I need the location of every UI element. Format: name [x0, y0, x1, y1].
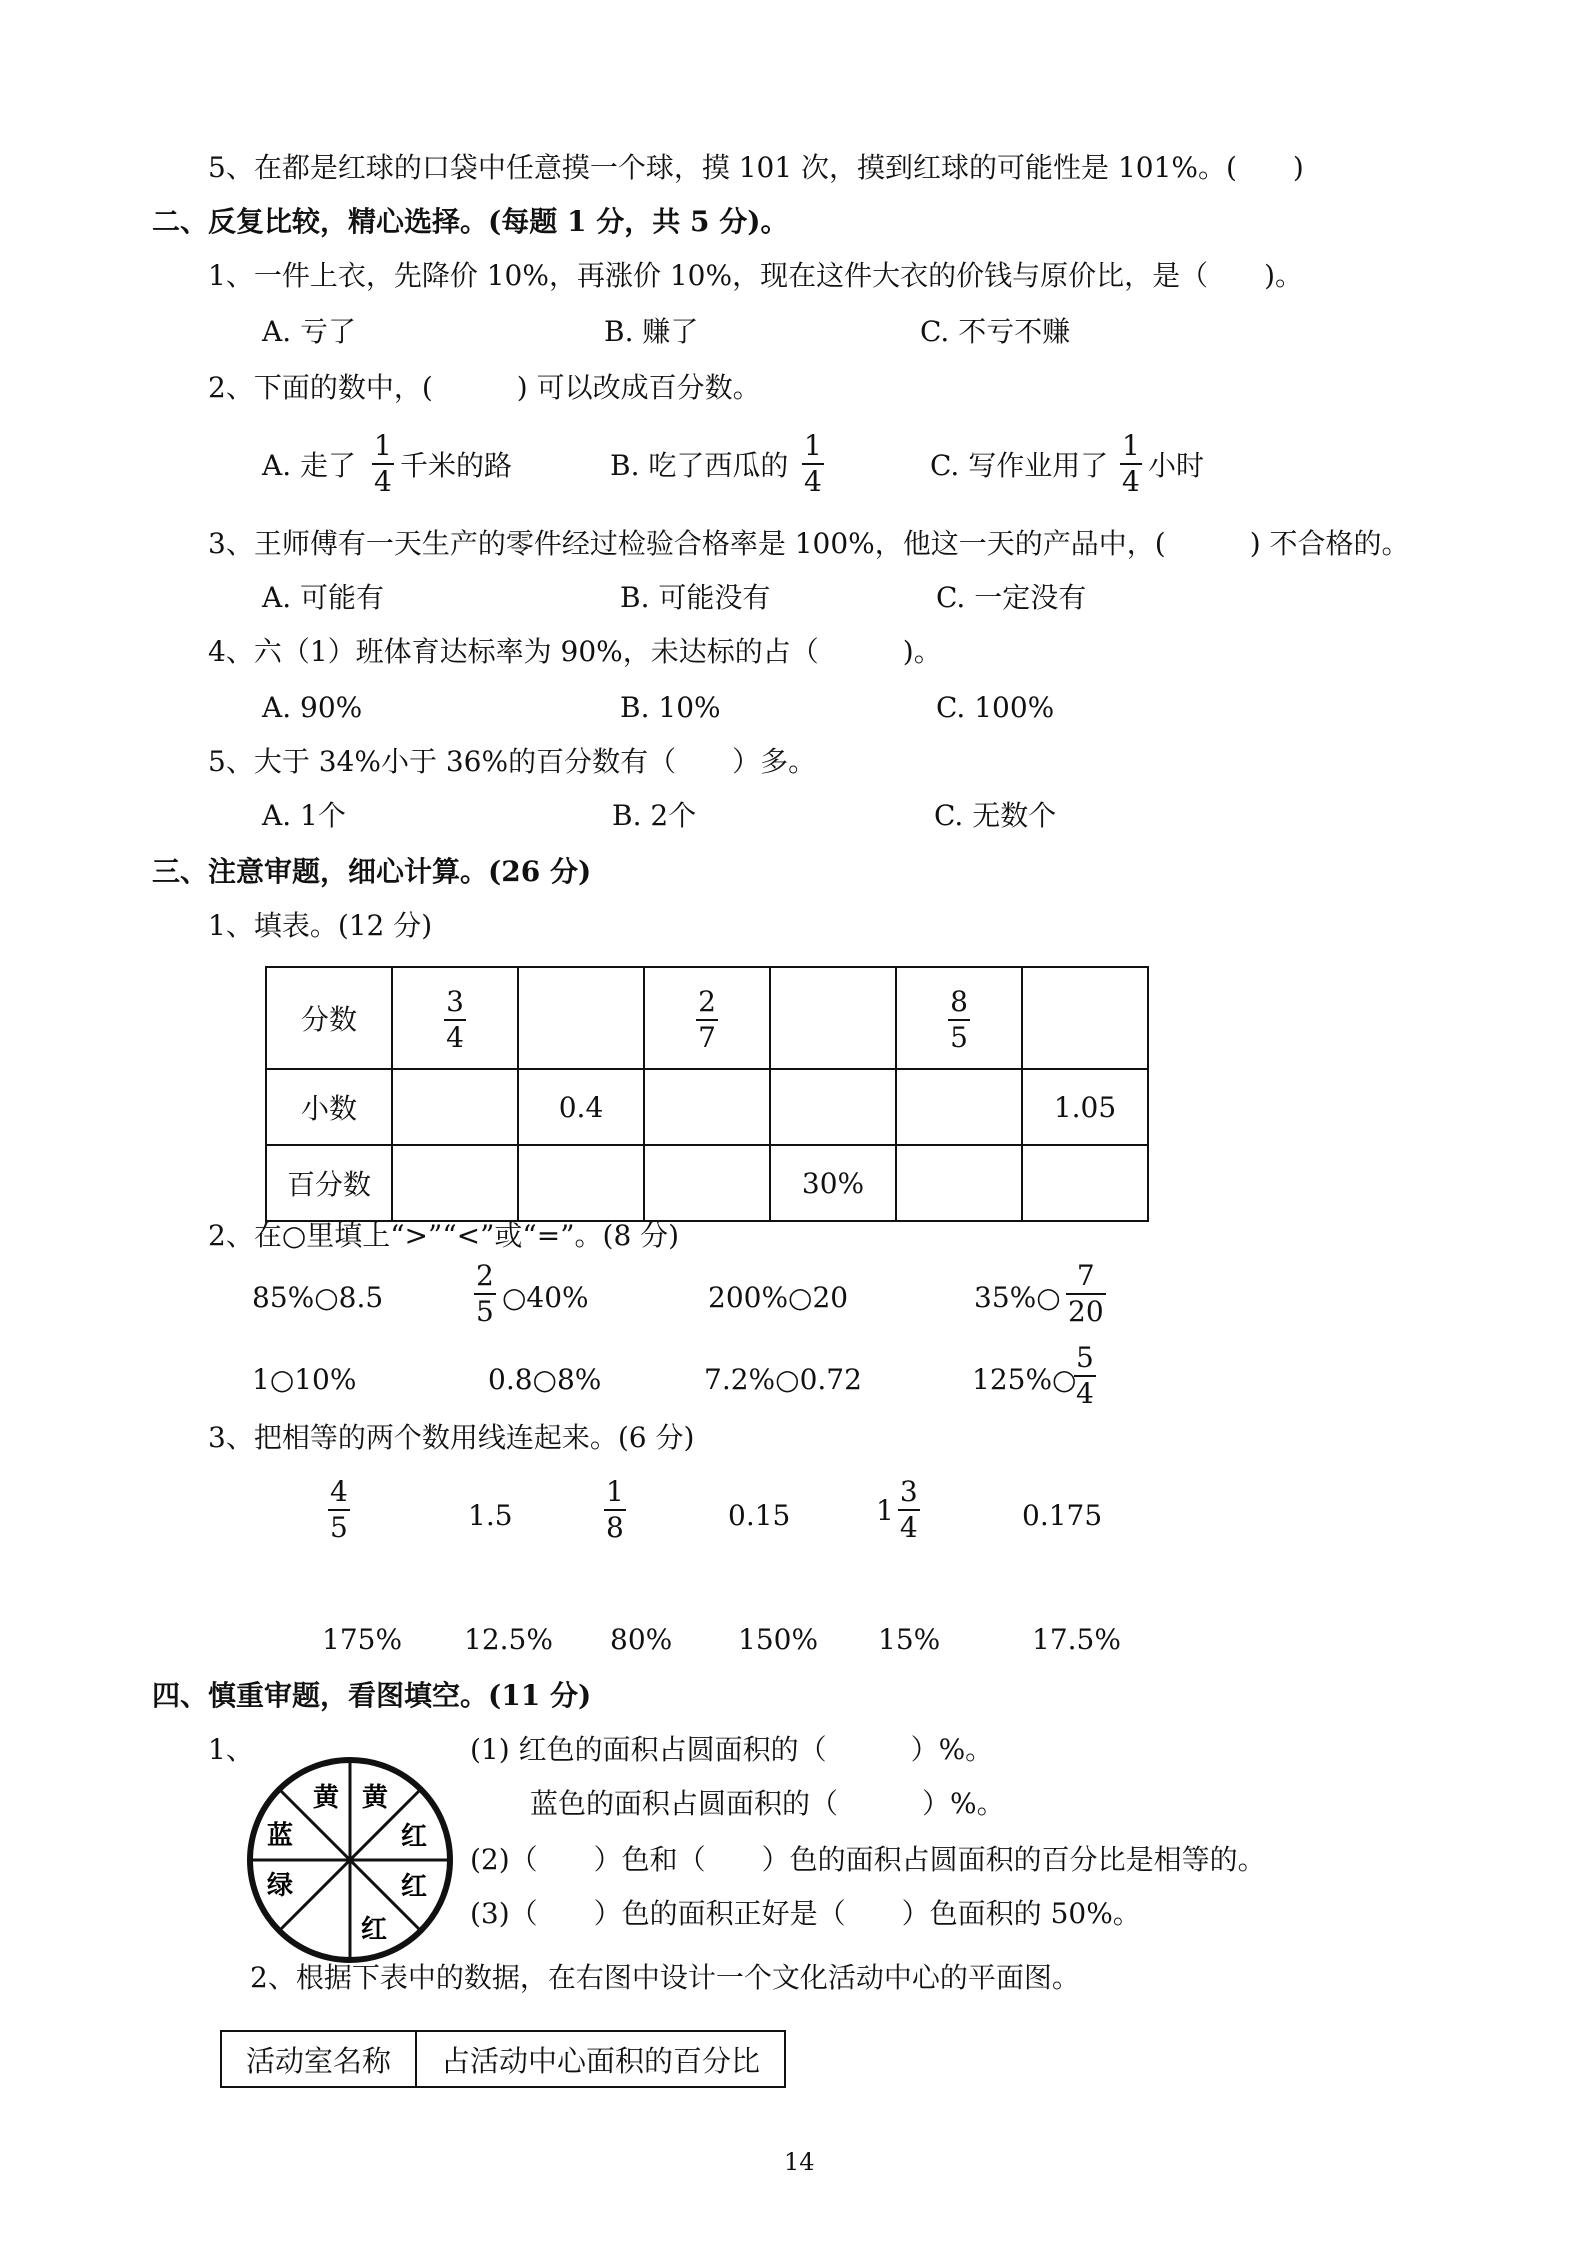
choice-q1-option-a: A. 亏了 — [262, 315, 357, 348]
page-number: 14 — [784, 2148, 815, 2176]
fraction-8-5 — [948, 984, 970, 1054]
match-bottom-item: 17.5% — [1032, 1623, 1121, 1656]
choice-q2-option-a-fraction — [372, 429, 394, 498]
fraction-denominator: 5 — [330, 1511, 348, 1544]
choice-q5-option-a: A. 1个 — [262, 799, 346, 832]
section-3-heading: 三、注意审题，细心计算。(26 分) — [152, 855, 592, 888]
choice-q2-option-a-prefix: A. 走了 — [262, 449, 357, 482]
judge-question-5: 5、在都是红球的口袋中任意摸一个球，摸 101 次，摸到红球的可能性是 101%。( ) — [208, 151, 1304, 184]
fraction-numerator: 8 — [950, 984, 968, 1018]
choice-q1-option-b: B. 赚了 — [604, 315, 699, 348]
compare-r1c3: 200%○20 — [708, 1281, 849, 1314]
choice-question-1: 1、一件上衣，先降价 10%，再涨价 10%，现在这件大衣的价钱与原价比，是（ )。 — [208, 259, 1304, 292]
picture-question-2: 2、根据下表中的数据，在右图中设计一个文化活动中心的平面图。 — [250, 1961, 1080, 1994]
answer-cell[interactable] — [1022, 1145, 1148, 1221]
match-top-mixed-1-3-4 — [876, 1475, 920, 1544]
fraction-denominator: 4 — [1076, 1377, 1094, 1410]
choice-q2-option-a-suffix: 千米的路 — [400, 449, 513, 482]
mixed-fraction — [898, 1475, 920, 1544]
row-label-decimal: 小数 — [266, 1069, 392, 1145]
fraction-numerator: 4 — [330, 1475, 348, 1508]
fraction-numerator: 2 — [698, 984, 716, 1018]
answer-cell[interactable] — [770, 967, 896, 1069]
fraction-numerator: 1 — [606, 1475, 624, 1508]
choice-q2-option-c-fraction — [1120, 429, 1142, 498]
match-title: 3、把相等的两个数用线连起来。(6 分) — [208, 1421, 695, 1454]
choice-q4-option-b: B. 10% — [620, 691, 721, 724]
fraction-denominator: 8 — [606, 1511, 624, 1544]
answer-cell[interactable] — [392, 1145, 518, 1221]
cell-fraction-3-4 — [392, 967, 518, 1069]
compare-r2c4-prefix: 125%○ — [972, 1363, 1077, 1396]
cell-decimal-0-4: 0.4 — [518, 1069, 644, 1145]
wheel-sector-label: 黄 — [361, 1783, 389, 1813]
compare-r1c1: 85%○8.5 — [252, 1281, 384, 1314]
picture-question-1-label: 1、 — [208, 1733, 254, 1766]
compare-r2c3: 7.2%○0.72 — [704, 1363, 862, 1396]
answer-cell[interactable] — [392, 1069, 518, 1145]
match-bottom-item: 12.5% — [464, 1623, 553, 1656]
fraction-denominator: 4 — [804, 465, 822, 498]
compare-r2c2: 0.8○8% — [488, 1363, 602, 1396]
section-4-heading: 四、慎重审题，看图填空。(11 分) — [152, 1679, 592, 1712]
match-bottom-item: 150% — [738, 1623, 819, 1656]
choice-q5-option-c: C. 无数个 — [934, 799, 1057, 832]
answer-cell[interactable] — [770, 1069, 896, 1145]
choice-q4-option-c: C. 100% — [936, 691, 1055, 724]
answer-cell[interactable] — [518, 967, 644, 1069]
wheel-question-line: 蓝色的面积占圆面积的（ ）%。 — [530, 1787, 1005, 1820]
section-2-heading: 二、反复比较，精心选择。(每题 1 分，共 5 分)。 — [152, 205, 789, 238]
choice-q5-option-b: B. 2个 — [612, 799, 697, 832]
compare-r2c4-fraction — [1074, 1341, 1096, 1410]
answer-cell[interactable] — [1022, 967, 1148, 1069]
match-top-0-15: 0.15 — [728, 1499, 791, 1532]
wheel-question-line: (3)（ ）色的面积正好是（ ）色面积的 50%。 — [470, 1897, 1141, 1930]
wheel-sector-label: 红 — [400, 1822, 428, 1852]
fraction-denominator: 4 — [899, 1511, 918, 1544]
answer-cell[interactable] — [518, 1145, 644, 1221]
wheel-question-line: (2)（ ）色和（ ）色的面积占圆面积的百分比是相等的。 — [470, 1843, 1266, 1876]
answer-cell[interactable] — [896, 1145, 1022, 1221]
choice-q2-option-b-prefix: B. 吃了西瓜的 — [610, 449, 789, 482]
choice-q2-option-c-suffix: 小时 — [1148, 449, 1205, 482]
choice-question-5: 5、大于 34%小于 36%的百分数有（ ）多。 — [208, 745, 817, 778]
choice-question-2: 2、下面的数中，( ) 可以改成百分数。 — [208, 371, 761, 404]
fraction-numerator: 1 — [1122, 429, 1140, 462]
compare-r1c4-prefix: 35%○ — [974, 1281, 1061, 1314]
fraction-numerator: 5 — [1076, 1341, 1094, 1374]
color-wheel-diagram — [244, 1754, 456, 1966]
row-label-percent: 百分数 — [266, 1145, 392, 1221]
wheel-sector-label: 红 — [360, 1915, 388, 1945]
choice-q3-option-a: A. 可能有 — [262, 581, 385, 614]
wheel-sector-label: 红 — [400, 1872, 428, 1902]
match-bottom-item: 175% — [322, 1623, 403, 1656]
choice-q2-option-c-prefix: C. 写作业用了 — [930, 449, 1109, 482]
wheel-sector-label: 绿 — [266, 1871, 294, 1901]
fraction-denominator: 5 — [476, 1295, 494, 1328]
conversion-table — [265, 966, 1149, 1222]
fraction-2-7 — [696, 984, 718, 1054]
fraction-denominator: 7 — [698, 1020, 716, 1054]
activity-table-header: 占活动中心面积的百分比 — [416, 2031, 785, 2087]
wheel-sector-label: 黄 — [312, 1783, 340, 1813]
choice-q3-option-b: B. 可能没有 — [620, 581, 771, 614]
choice-question-4: 4、六（1）班体育达标率为 90%，未达标的占（ )。 — [208, 635, 942, 668]
mixed-whole: 1 — [876, 1493, 894, 1527]
fraction-numerator: 3 — [446, 984, 464, 1018]
fraction-numerator: 1 — [804, 429, 822, 462]
cell-decimal-1-05: 1.05 — [1022, 1069, 1148, 1145]
match-bottom-item: 80% — [610, 1623, 673, 1656]
fraction-numerator: 2 — [476, 1259, 494, 1292]
compare-r2c1: 1○10% — [252, 1363, 357, 1396]
match-top-1-5: 1.5 — [468, 1499, 513, 1532]
choice-q3-option-c: C. 一定没有 — [936, 581, 1087, 614]
answer-cell[interactable] — [644, 1069, 770, 1145]
fraction-3-4 — [444, 984, 466, 1054]
cell-fraction-2-7 — [644, 967, 770, 1069]
fraction-numerator: 3 — [899, 1475, 918, 1508]
fill-table-title: 1、填表。(12 分) — [208, 909, 433, 942]
cell-fraction-8-5 — [896, 967, 1022, 1069]
compare-title: 2、在○里填上“>”“<”或“=”。(8 分) — [208, 1219, 680, 1252]
fraction-denominator: 5 — [950, 1020, 968, 1054]
answer-cell[interactable] — [644, 1145, 770, 1221]
match-top-fraction-1-8 — [604, 1475, 626, 1544]
choice-q1-option-c: C. 不亏不赚 — [920, 315, 1071, 348]
fraction-numerator: 7 — [1076, 1259, 1095, 1292]
compare-r1c4-fraction — [1066, 1259, 1106, 1328]
activity-table-header: 活动室名称 — [221, 2031, 416, 2087]
fraction-denominator: 20 — [1068, 1295, 1104, 1328]
wheel-sector-label: 蓝 — [266, 1821, 294, 1851]
fraction-numerator: 1 — [374, 429, 392, 462]
cell-percent-30: 30% — [770, 1145, 896, 1221]
fraction-denominator: 4 — [1122, 465, 1140, 498]
row-label-fraction: 分数 — [266, 967, 392, 1069]
match-top-fraction-4-5 — [328, 1475, 350, 1544]
wheel-question-line: (1) 红色的面积占圆面积的（ ）%。 — [470, 1733, 994, 1766]
choice-question-3: 3、王师傅有一天生产的零件经过检验合格率是 100%，他这一天的产品中，( ) 不合格的。 — [208, 527, 1410, 560]
compare-r1c2-fraction — [474, 1259, 496, 1328]
activity-table — [220, 2030, 786, 2088]
answer-cell[interactable] — [896, 1069, 1022, 1145]
fraction-denominator: 4 — [446, 1020, 464, 1054]
match-bottom-item: 15% — [878, 1623, 941, 1656]
match-top-0-175: 0.175 — [1022, 1499, 1103, 1532]
fraction-denominator: 4 — [374, 465, 392, 498]
compare-r1c2-rest: ○40% — [502, 1281, 589, 1314]
choice-q2-option-b-fraction — [802, 429, 824, 498]
choice-q4-option-a: A. 90% — [262, 691, 363, 724]
